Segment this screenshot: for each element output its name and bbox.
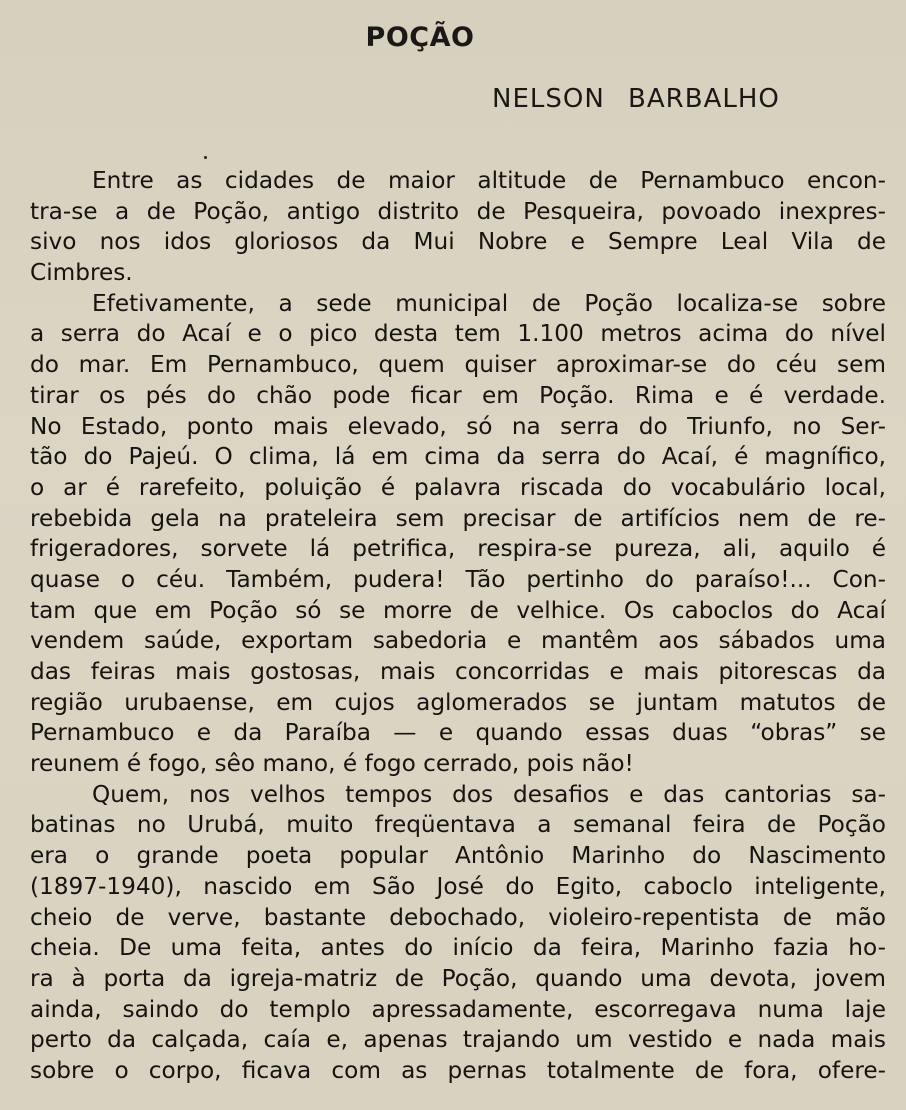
text-line: perto da calçada, caía e, apenas trajando um vestido e nada mais xyxy=(30,1026,886,1054)
text-line: batinas no Urubá, muito freqüentava a semanal feira de Poção xyxy=(30,811,886,839)
text-line: tão do Pajeú. O clima, lá em cima da serra do Acaí, é magnífico, xyxy=(30,443,886,471)
text-line: Quem, nos velhos tempos dos desafios e das cantorias sa- xyxy=(92,780,886,808)
text-line: ainda, saindo do templo apressadamente, escorregava numa laje xyxy=(30,995,886,1023)
text-line: tra-se a de Poção, antigo distrito de Pesqueira, povoado inexpres- xyxy=(30,197,886,225)
document-title: POÇÃO xyxy=(365,22,475,53)
text-line: sivo nos idos gloriosos da Mui Nobre e Sempre Leal Vila de xyxy=(30,228,886,256)
text-line: cheio de verve, bastante debochado, violeiro-repentista de mão xyxy=(30,903,886,931)
text-line: reunem é fogo, sêo mano, é fogo cerrado, pois não! xyxy=(30,750,634,778)
text-line: Cimbres. xyxy=(30,259,133,287)
text-line: sobre o corpo, ficava com as pernas totalmente de fora, ofere- xyxy=(30,1056,886,1084)
author-name: NELSON BARBALHO xyxy=(492,84,780,114)
text-line: tirar os pés do chão pode ficar em Poção. Rima e é verdade. xyxy=(30,381,886,409)
body-text xyxy=(30,166,886,1087)
ink-speck xyxy=(204,156,207,159)
text-line: quase o céu. Também, pudera! Tão pertinho do paraíso!... Con- xyxy=(30,565,886,593)
text-line: do mar. Em Pernambuco, quem quiser aproximar-se do céu sem xyxy=(30,351,886,379)
text-line: das feiras mais gostosas, mais concorridas e mais pitorescas da xyxy=(30,658,886,685)
text-line: a serra do Acaí e o pico desta tem 1.100 metros acima do nível xyxy=(30,320,886,348)
text-line: o ar é rarefeito, poluição é palavra riscada do vocabulário local, xyxy=(30,473,886,501)
text-line: Entre as cidades de maior altitude de Pernambuco encon- xyxy=(92,167,886,194)
text-line: No Estado, ponto mais elevado, só na serra do Triunfo, no Ser- xyxy=(30,412,886,440)
text-line: Pernambuco e da Paraíba — e quando essas duas “obras” se xyxy=(30,719,886,747)
text-line: (1897-1940), nascido em São José do Egito, caboclo inteligente, xyxy=(30,872,886,900)
text-line: vendem saúde, exportam sabedoria e mantêm aos sábados uma xyxy=(30,627,886,655)
text-line: Efetivamente, a sede municipal de Poção localiza-se sobre xyxy=(92,289,886,317)
text-line: tam que em Poção só se morre de velhice. Os caboclos do Acaí xyxy=(30,596,886,624)
text-line: ra à porta da igreja-matriz de Poção, quando uma devota, jovem xyxy=(30,964,886,992)
text-line: região urubaense, em cujos aglomerados se juntam matutos de xyxy=(30,688,886,716)
text-line: era o grande poeta popular Antônio Marinho do Nascimento xyxy=(30,842,886,870)
text-line: rebebida gela na prateleira sem precisar de artifícios nem de re- xyxy=(30,504,886,532)
text-line: cheia. De uma feita, antes do início da feira, Marinho fazia ho- xyxy=(30,934,886,962)
text-line: frigeradores, sorvete lá petrifica, respira-se pureza, ali, aquilo é xyxy=(30,535,886,563)
